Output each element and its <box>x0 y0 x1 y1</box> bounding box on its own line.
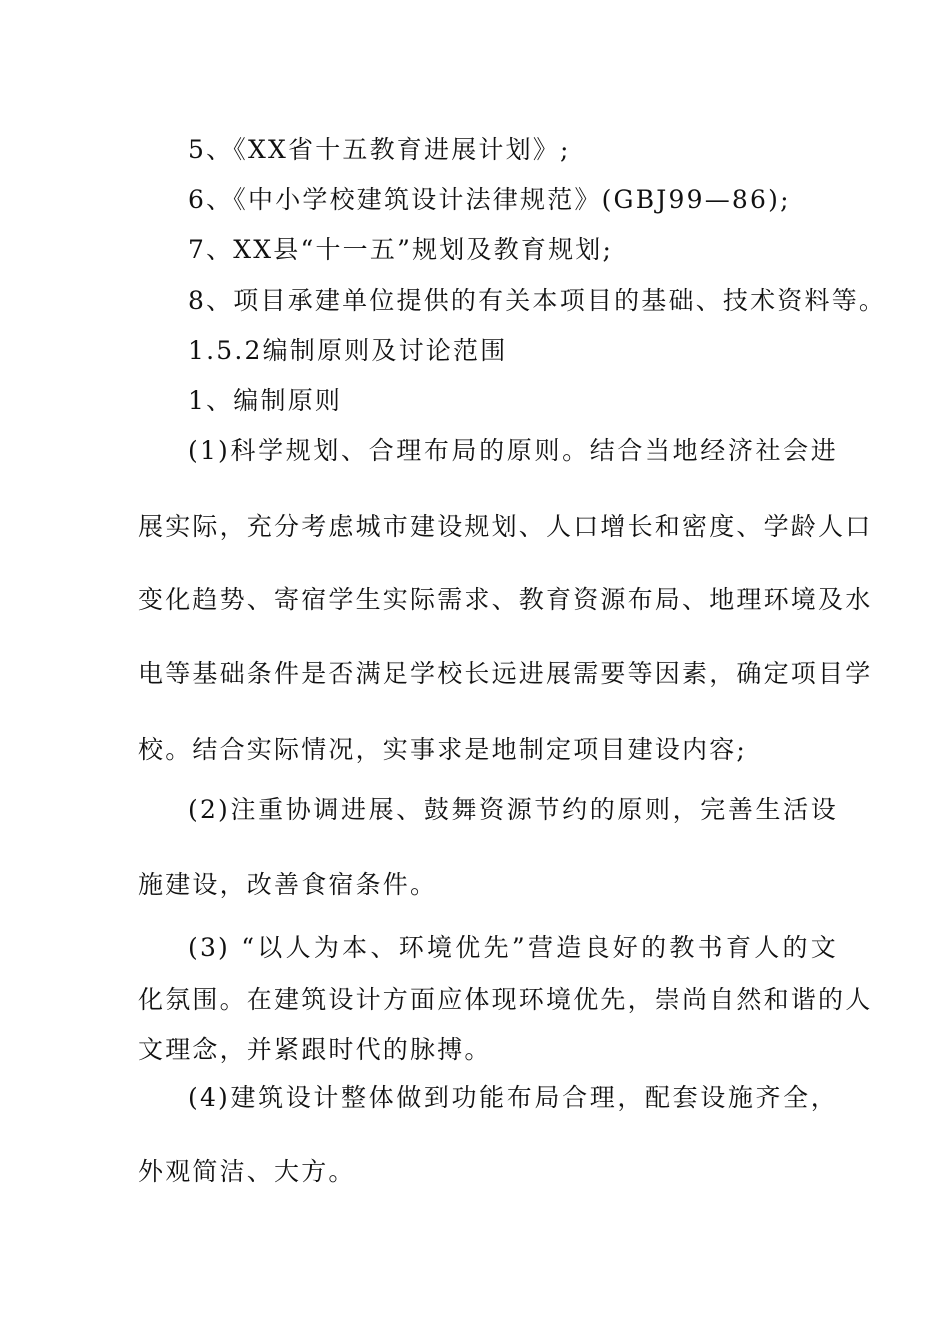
principle-2-line-2: 施建设，改善食宿条件。 <box>138 870 438 899</box>
principle-1-line-1: (1)科学规划、合理布局的原则。结合当地经济社会进 <box>188 436 838 465</box>
principle-2-line-1: (2)注重协调进展、鼓舞资源节约的原则，完善生活设 <box>188 795 838 824</box>
principle-3-line-2: 化氛围。在建筑设计方面应体现环境优先，崇尚自然和谐的人 <box>138 985 873 1014</box>
section-heading: 1.5.2编制原则及讨论范围 <box>188 336 508 365</box>
subsection-heading: 1、编制原则 <box>188 386 343 415</box>
principle-3-line-3: 文理念，并紧跟时代的脉搏。 <box>138 1035 492 1064</box>
principle-4-line-2: 外观简洁、大方。 <box>138 1157 356 1186</box>
principle-4-line-1: (4)建筑设计整体做到功能布局合理，配套设施齐全， <box>188 1083 838 1112</box>
reference-item-7: 7、XX县“十一五”规划及教育规划; <box>188 235 614 264</box>
principle-3-line-1: (3) “以人为本、环境优先”营造良好的教书育人的文 <box>188 933 838 962</box>
principle-1-line-4: 电等基础条件是否满足学校长远进展需要等因素，确定项目学 <box>138 659 873 688</box>
reference-item-8: 8、项目承建单位提供的有关本项目的基础、技术资料等。 <box>188 286 887 315</box>
principle-1-line-2: 展实际，充分考虑城市建设规划、人口增长和密度、学龄人口 <box>138 512 873 541</box>
principle-1-line-3: 变化趋势、寄宿学生实际需求、教育资源布局、地理环境及水 <box>138 585 873 614</box>
reference-item-6: 6、《中小学校建筑设计法律规范》(GBJ99—86); <box>188 185 791 214</box>
reference-item-5: 5、《XX省十五教育进展计划》; <box>188 135 571 164</box>
principle-1-line-5: 校。结合实际情况，实事求是地制定项目建设内容; <box>138 735 748 764</box>
